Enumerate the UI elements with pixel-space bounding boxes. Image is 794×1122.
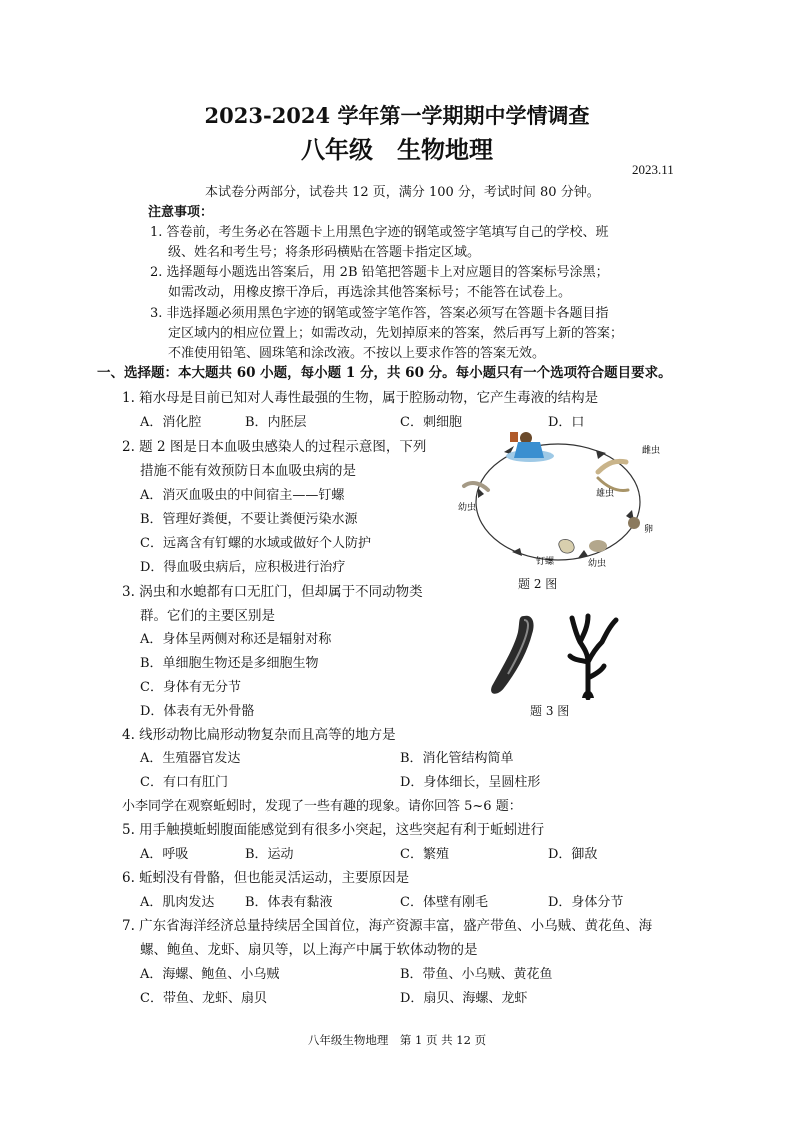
figure-2-lifecycle-diagram — [448, 428, 674, 576]
question-7-stem: 7. 广东省海洋经济总量持续居全国首位，海产资源丰富，盛产带鱼、小乌贼、黄花鱼、海 — [122, 918, 653, 934]
cercaria-icon — [464, 483, 488, 490]
figure-3-planarian-hydra — [484, 608, 634, 700]
q5-option-a: A．呼吸 — [140, 847, 189, 862]
q5-option-c: C．繁殖 — [400, 847, 449, 862]
label-female: 雌虫 — [642, 446, 661, 456]
q7-option-c: C．带鱼、龙虾、扇贝 — [140, 991, 267, 1006]
page-footer: 八年级生物地理 第 1 页 共 12 页 — [307, 1033, 487, 1047]
question-2-stem: 2. 题 2 图是日本血吸虫感染人的过程示意图，下列 — [122, 439, 427, 455]
label-snail: 钉螺 — [536, 557, 555, 567]
label-male: 雄虫 — [596, 489, 615, 499]
q3-option-b: B．单细胞生物还是多细胞生物 — [140, 656, 319, 671]
question-3-stem-cont: 群。它们的主要区别是 — [140, 608, 275, 624]
notice-line: 如需改动，用橡皮擦干净后，再选涂其他答案标号；不能答在试卷上。 — [168, 285, 572, 300]
q7-option-a: A．海螺、鲍鱼、小乌贼 — [140, 967, 280, 982]
egg-icon — [628, 517, 640, 529]
q3-option-c: C．身体有无分节 — [140, 680, 241, 695]
q7-option-d: D．扇贝、海螺、龙虾 — [400, 991, 528, 1006]
figure-2-caption: 题 2 图 — [518, 577, 558, 591]
snail-icon — [559, 539, 574, 553]
q6-option-c: C．体壁有刚毛 — [400, 895, 488, 910]
question-6-stem: 6. 蚯蚓没有骨骼，但也能灵活运动，主要原因是 — [122, 870, 410, 886]
q4-option-c: C．有口有肛门 — [140, 775, 228, 790]
q3-option-a: A．身体呈两侧对称还是辐射对称 — [140, 632, 332, 647]
q4-option-d: D．身体细长，呈圆柱形 — [400, 775, 541, 790]
q1-option-c: C．刺细胞 — [400, 415, 462, 430]
label-cercaria: 幼虫 — [458, 503, 477, 513]
q6-option-d: D．身体分节 — [548, 895, 624, 910]
notice-line: 级、姓名和考生号；将条形码横贴在答题卡指定区域。 — [168, 245, 481, 260]
label-egg: 卵 — [644, 525, 654, 535]
exam-subject-title: 八年级 生物地理 — [301, 135, 493, 164]
question-7-stem-cont: 螺、鲍鱼、龙虾、扇贝等，以上海产中属于软体动物的是 — [140, 942, 478, 958]
notice-line: 2. 选择题每小题选出答案后，用 2B 铅笔把答题卡上对应题目的答案标号涂黑； — [150, 265, 609, 280]
q3-option-d: D．体表有无外骨骼 — [140, 704, 255, 719]
questions-5-6-intro: 小李同学在观察蚯蚓时，发现了一些有趣的现象。请你回答 5~6 题： — [122, 799, 522, 814]
miracidium-icon — [589, 540, 607, 552]
question-2-stem-cont: 措施不能有效预防日本血吸虫病的是 — [140, 463, 356, 479]
q4-option-a: A．生殖器官发达 — [140, 751, 241, 766]
q6-option-a: A．肌肉发达 — [140, 895, 215, 910]
hydra-icon — [570, 616, 616, 698]
question-4-stem: 4. 线形动物比扁形动物复杂而且高等的地方是 — [122, 727, 396, 743]
notice-line: 3. 非选择题必须用黑色字迹的钢笔或签字笔作答，答案必须写在答题卡各题目指 — [150, 306, 609, 321]
label-miracidium: 幼虫 — [588, 559, 607, 569]
exam-intro: 本试卷分两部分，试卷共 12 页，满分 100 分，考试时间 80 分钟。 — [205, 185, 600, 200]
q1-option-d: D．口 — [548, 415, 585, 430]
question-5-stem: 5. 用手触摸蚯蚓腹面能感觉到有很多小突起，这些突起有利于蚯蚓进行 — [122, 822, 545, 838]
q7-option-b: B．带鱼、小乌贼、黄花鱼 — [400, 967, 553, 982]
exam-date: 2023.11 — [632, 162, 674, 177]
figure-3-caption: 题 3 图 — [530, 704, 570, 718]
notice-line: 定区域内的相应位置上；如需改动，先划掉原来的答案，然后再写上新的答案； — [168, 326, 624, 341]
q2-option-d: D．得血吸虫病后，应积极进行治疗 — [140, 560, 346, 575]
q5-option-b: B．运动 — [245, 847, 294, 862]
planarian-icon — [491, 616, 533, 694]
exam-title: 2023-2024 学年第一学期期中学情调查 — [204, 103, 590, 128]
question-3-stem: 3. 涡虫和水螅都有口无肛门，但却属于不同动物类 — [122, 584, 423, 600]
q2-option-a: A．消灭血吸虫的中间宿主——钉螺 — [140, 488, 345, 503]
notice-line: 不准使用铅笔、圆珠笔和涂改液。不按以上要求作答的答案无效。 — [168, 346, 546, 361]
q1-option-b: B．内胚层 — [245, 415, 307, 430]
q4-option-b: B．消化管结构简单 — [400, 751, 514, 766]
q2-option-b: B．管理好粪便，不要让粪便污染水源 — [140, 512, 358, 527]
q5-option-d: D．御敌 — [548, 847, 598, 862]
q6-option-b: B．体表有黏液 — [245, 895, 333, 910]
q2-option-c: C．远离含有钉螺的水域或做好个人防护 — [140, 536, 371, 551]
notice-line: 1. 答卷前，考生务必在答题卡上用黑色字迹的钢笔或签字笔填写自己的学校、班 — [150, 225, 609, 240]
female-worm-icon — [598, 461, 626, 472]
question-1-stem: 1. 箱水母是目前已知对人毒性最强的生物，属于腔肠动物，它产生毒液的结构是 — [122, 390, 599, 406]
section-heading: 一、选择题：本大题共 60 小题，每小题 1 分，共 60 分。每小题只有一个选项符合题目要求。 — [97, 365, 672, 381]
q1-option-a: A．消化腔 — [140, 415, 202, 430]
notice-heading: 注意事项： — [148, 205, 214, 220]
